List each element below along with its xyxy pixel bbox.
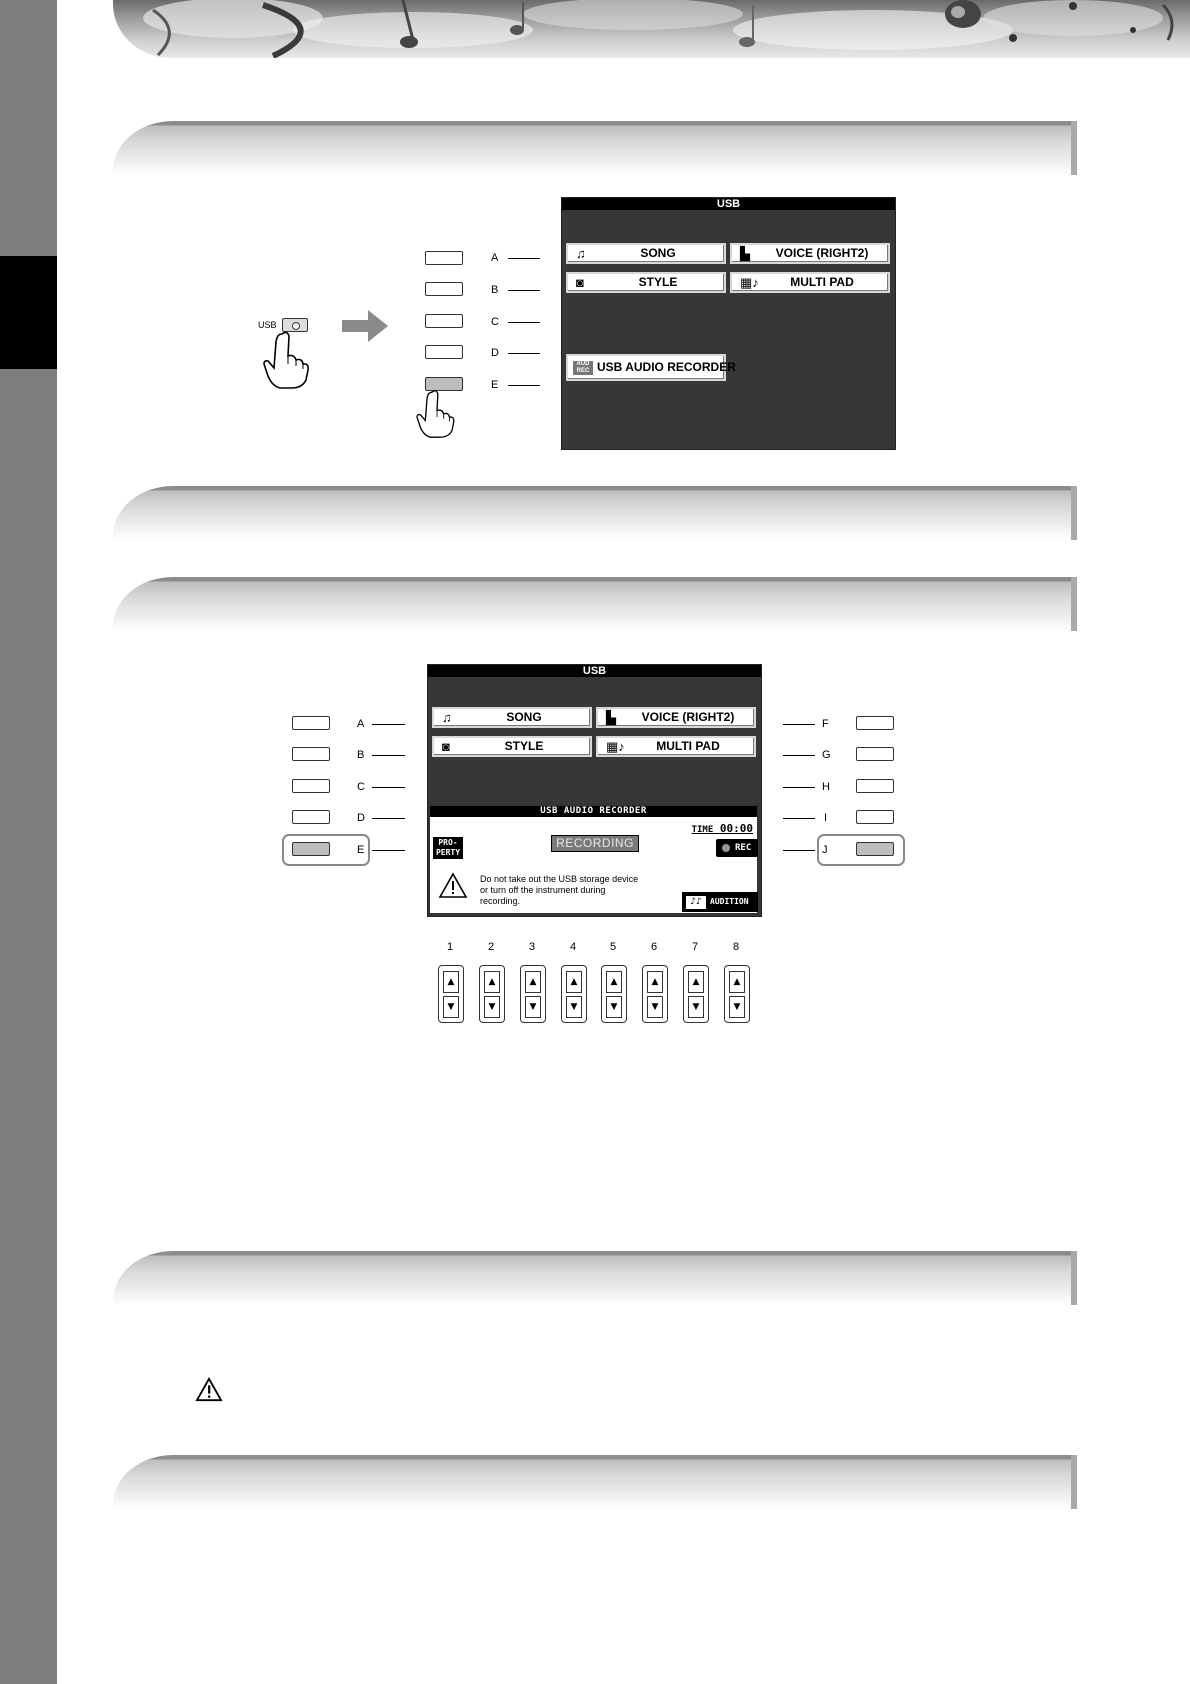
- number-label-6: 6: [650, 941, 658, 953]
- song-button[interactable]: [432, 707, 592, 728]
- panel-button-i[interactable]: [856, 810, 894, 824]
- connector-line: [783, 787, 815, 788]
- number-label-5: 5: [609, 941, 617, 953]
- number-button-1: [438, 965, 464, 1023]
- panel-button-c[interactable]: [425, 314, 463, 328]
- up-button-7[interactable]: ▲: [688, 971, 704, 993]
- up-button-3[interactable]: ▲: [525, 971, 541, 993]
- usb-panel-label: USB: [258, 320, 277, 330]
- panel-button-d[interactable]: [292, 810, 330, 824]
- down-button-8[interactable]: ▼: [729, 996, 745, 1018]
- panel-button-e[interactable]: [292, 842, 330, 856]
- multi-pad-button-label: MULTI PAD: [790, 275, 854, 289]
- panel-letter-e: E: [357, 844, 365, 856]
- audition-button[interactable]: [682, 892, 758, 912]
- panel-button-d[interactable]: [425, 345, 463, 359]
- style-button[interactable]: [432, 736, 592, 757]
- panel-letter-c: C: [491, 316, 499, 328]
- record-dot-icon: [722, 844, 730, 852]
- panel-button-f[interactable]: [856, 716, 894, 730]
- panel-letter-b: B: [491, 284, 499, 296]
- audio-rec-icon: AUD REC: [573, 361, 593, 375]
- number-button-2: [479, 965, 505, 1023]
- number-button-5: [601, 965, 627, 1023]
- time-label: TIME: [691, 825, 714, 835]
- header-clouds-illustration: [113, 0, 1190, 58]
- warning-line-2: or turn off the instrument during: [480, 885, 606, 895]
- panel-button-c[interactable]: [292, 779, 330, 793]
- usb-audio-recorder-label: USB AUDIO RECORDER: [597, 360, 736, 374]
- warning-line-1: Do not take out the USB storage device: [480, 874, 639, 884]
- connector-line: [508, 258, 540, 259]
- multipad-icon: ▦♪: [740, 275, 759, 290]
- style-button-label: STYLE: [504, 739, 544, 753]
- panel-letter-g: G: [822, 749, 831, 761]
- piano-icon: ▙: [740, 246, 750, 261]
- usb-audio-recorder-button[interactable]: [566, 354, 736, 381]
- song-button-label: SONG: [506, 710, 542, 724]
- number-button-3: [520, 965, 546, 1023]
- multipad-icon: ▦♪: [606, 739, 625, 754]
- panel-button-b[interactable]: [292, 747, 330, 761]
- voice-right2-button[interactable]: [730, 243, 890, 264]
- up-button-8[interactable]: ▲: [729, 971, 745, 993]
- rec-button[interactable]: [716, 839, 758, 857]
- usb-screen-1: [561, 197, 896, 450]
- panel-button-h[interactable]: [856, 779, 894, 793]
- down-button-7[interactable]: ▼: [688, 996, 704, 1018]
- multi-pad-button[interactable]: [596, 736, 756, 757]
- number-label-1: 1: [446, 941, 454, 953]
- panel-button-a[interactable]: [425, 251, 463, 265]
- panel-letter-d: D: [491, 347, 499, 359]
- multi-pad-button[interactable]: [730, 272, 890, 293]
- connector-line: [372, 818, 405, 819]
- chapter-tab: [0, 256, 57, 369]
- voice-right2-button[interactable]: [596, 707, 756, 728]
- panel-letter-c: C: [357, 781, 365, 793]
- drum-icon: ◙: [442, 739, 450, 754]
- up-button-2[interactable]: ▲: [484, 971, 500, 993]
- section-header-1: [113, 121, 1077, 175]
- down-button-6[interactable]: ▼: [647, 996, 663, 1018]
- section-header-5: [113, 1455, 1077, 1509]
- connector-line: [783, 850, 815, 851]
- time-value: 00:00: [719, 822, 753, 835]
- voice-button-label: VOICE (RIGHT2): [641, 710, 735, 724]
- multi-pad-button-label: MULTI PAD: [656, 739, 720, 753]
- song-button[interactable]: [566, 243, 726, 264]
- number-button-7: [683, 965, 709, 1023]
- pointing-hand-icon: [258, 328, 318, 390]
- property-button[interactable]: [433, 837, 463, 859]
- connector-line: [783, 818, 815, 819]
- panel-letter-b: B: [357, 749, 365, 761]
- panel-button-g[interactable]: [856, 747, 894, 761]
- property-label-line1: PRO-: [438, 838, 458, 847]
- connector-line: [372, 787, 405, 788]
- panel-letter-a: A: [491, 252, 499, 264]
- connector-line: [783, 724, 815, 725]
- panel-button-b[interactable]: [425, 282, 463, 296]
- panel-button-j[interactable]: [856, 842, 894, 856]
- panel-letter-j: J: [822, 844, 828, 856]
- down-button-5[interactable]: ▼: [606, 996, 622, 1018]
- style-button-label: STYLE: [638, 275, 678, 289]
- header-banner: [113, 0, 1190, 58]
- page-sidebar: [0, 0, 57, 1684]
- up-button-1[interactable]: ▲: [443, 971, 459, 993]
- recorder-panel-title: USB AUDIO RECORDER: [430, 806, 757, 817]
- drum-icon: ◙: [576, 275, 584, 290]
- connector-line: [508, 290, 540, 291]
- panel-letter-a: A: [357, 718, 365, 730]
- connector-line: [372, 850, 405, 851]
- number-label-2: 2: [487, 941, 495, 953]
- connector-line: [783, 755, 815, 756]
- song-button-label: SONG: [640, 246, 676, 260]
- section-header-2: [113, 486, 1077, 540]
- panel-button-a[interactable]: [292, 716, 330, 730]
- warning-icon: [438, 872, 468, 899]
- connector-line: [508, 353, 540, 354]
- connector-line: [372, 755, 405, 756]
- number-label-4: 4: [569, 941, 577, 953]
- time-display: [692, 822, 753, 837]
- connector-line: [508, 322, 540, 323]
- down-button-3[interactable]: ▼: [525, 996, 541, 1018]
- usb-screen-title: USB: [562, 198, 895, 210]
- caution-icon: [195, 1377, 223, 1402]
- number-label-7: 7: [691, 941, 699, 953]
- voice-button-label: VOICE (RIGHT2): [775, 246, 869, 260]
- up-button-6[interactable]: ▲: [647, 971, 663, 993]
- arrow-right-icon: [342, 310, 390, 342]
- panel-letter-d: D: [357, 812, 365, 824]
- recording-status-badge: RECORDING: [551, 835, 639, 852]
- panel-letter-f: F: [822, 718, 829, 730]
- number-label-3: 3: [528, 941, 536, 953]
- number-button-6: [642, 965, 668, 1023]
- number-label-8: 8: [732, 941, 740, 953]
- number-button-4: [561, 965, 587, 1023]
- rec-button-label: REC: [735, 843, 752, 853]
- up-button-5[interactable]: ▲: [606, 971, 622, 993]
- music-note-icon: ♫: [576, 246, 586, 261]
- property-label-line2: PERTY: [435, 848, 461, 857]
- section-header-4: [113, 1251, 1077, 1305]
- warning-line-3: recording.: [480, 896, 521, 906]
- usb-screen-title: USB: [428, 665, 761, 677]
- usb-screen-2: [427, 664, 762, 917]
- audition-folder-icon: ♪♪: [686, 896, 706, 909]
- panel-letter-i: I: [824, 812, 828, 824]
- pointing-hand-icon: [412, 382, 462, 444]
- warning-message: [480, 874, 638, 907]
- connector-line: [508, 385, 540, 386]
- usb-audio-recorder-panel: [428, 804, 759, 915]
- up-button-4[interactable]: ▲: [566, 971, 582, 993]
- section-header-3: [113, 577, 1077, 631]
- connector-line: [372, 724, 405, 725]
- audition-button-label: AUDITION: [710, 897, 749, 906]
- style-button[interactable]: [566, 272, 726, 293]
- piano-icon: ▙: [606, 710, 616, 725]
- panel-letter-e: E: [491, 379, 499, 391]
- down-button-4[interactable]: ▼: [566, 996, 582, 1018]
- number-button-8: [724, 965, 750, 1023]
- down-button-1[interactable]: ▼: [443, 996, 459, 1018]
- music-note-icon: ♫: [442, 710, 452, 725]
- panel-letter-h: H: [822, 781, 830, 793]
- down-button-2[interactable]: ▼: [484, 996, 500, 1018]
